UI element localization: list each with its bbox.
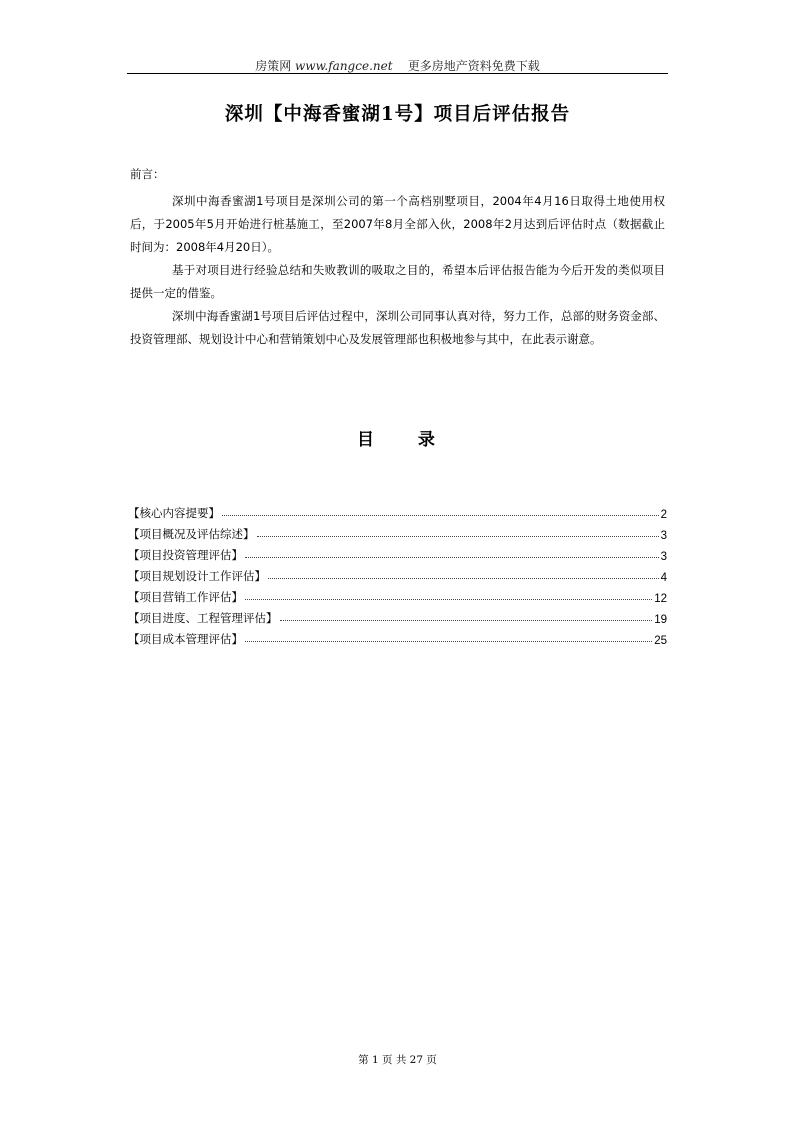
toc-entry[interactable] xyxy=(128,542,667,563)
toc-entry-page: 19 xyxy=(654,614,667,626)
preface-paragraph: 基于对项目进行经验总结和失败教训的吸取之目的，希望本后评估报告能为今后开发的类似项目提供一定的借鉴。 xyxy=(130,263,665,300)
toc-entry-label: 【项目概况及评估综述】 xyxy=(128,527,255,541)
toc-entry-page: 3 xyxy=(660,530,667,542)
toc-leader-dots xyxy=(245,641,652,642)
toc-entry-page: 12 xyxy=(654,593,667,605)
toc-entry[interactable] xyxy=(128,521,667,542)
toc-leader-dots xyxy=(222,515,659,516)
header-slogan: 更多房地产资料免费下载 xyxy=(392,59,540,73)
toc-entry[interactable] xyxy=(128,605,667,626)
preface-label: 前言： xyxy=(130,167,165,181)
toc-leader-dots xyxy=(268,578,659,579)
header-brand: 房策网 xyxy=(255,59,296,73)
toc-entry-page: 2 xyxy=(660,509,667,521)
toc-entry-label: 【项目进度、工程管理评估】 xyxy=(128,611,278,625)
toc-entry[interactable] xyxy=(128,563,667,584)
page-footer: 第 1 页 共 27 页 xyxy=(358,1054,437,1066)
toc-entry[interactable] xyxy=(128,584,667,605)
toc-entry-label: 【项目营销工作评估】 xyxy=(128,590,243,604)
toc-title: 目 录 xyxy=(357,430,435,450)
toc-leader-dots xyxy=(257,536,659,537)
toc-entry[interactable] xyxy=(128,500,667,521)
toc-entry-label: 【项目成本管理评估】 xyxy=(128,632,243,646)
preface-paragraph: 深圳中海香蜜湖1号项目后评估过程中，深圳公司同事认真对待，努力工作，总部的财务资金部、投资管理部、规划设计中心和营销策划中心及发展管理部也积极地参与其中，在此表示谢意。 xyxy=(130,309,665,346)
toc-leader-dots xyxy=(245,557,659,558)
toc-leader-dots xyxy=(280,620,653,621)
preface-paragraph: 深圳中海香蜜湖1号项目是深圳公司的第一个高档别墅项目，2004年4月16日取得土地使用权后，于2005年5月开始进行桩基施工，至2007年8月全部入伙，2008年2月达到后评估时点（数据截止时间为：2008年4月20日）。 xyxy=(130,194,665,254)
page-header xyxy=(127,57,668,74)
toc-entry[interactable] xyxy=(128,626,667,647)
table-of-contents xyxy=(128,500,667,647)
toc-entry-page: 4 xyxy=(660,572,667,584)
header-divider xyxy=(127,73,668,74)
toc-entry-label: 【核心内容提要】 xyxy=(128,506,220,520)
preface-body xyxy=(130,190,665,351)
header-site-link[interactable]: www.fangce.net xyxy=(295,59,393,73)
toc-entry-label: 【项目规划设计工作评估】 xyxy=(128,569,266,583)
toc-entry-label: 【项目投资管理评估】 xyxy=(128,548,243,562)
toc-leader-dots xyxy=(245,599,652,600)
toc-entry-page: 3 xyxy=(660,551,667,563)
toc-entry-page: 25 xyxy=(654,635,667,647)
document-title: 深圳【中海香蜜湖1号】项目后评估报告 xyxy=(224,104,571,125)
